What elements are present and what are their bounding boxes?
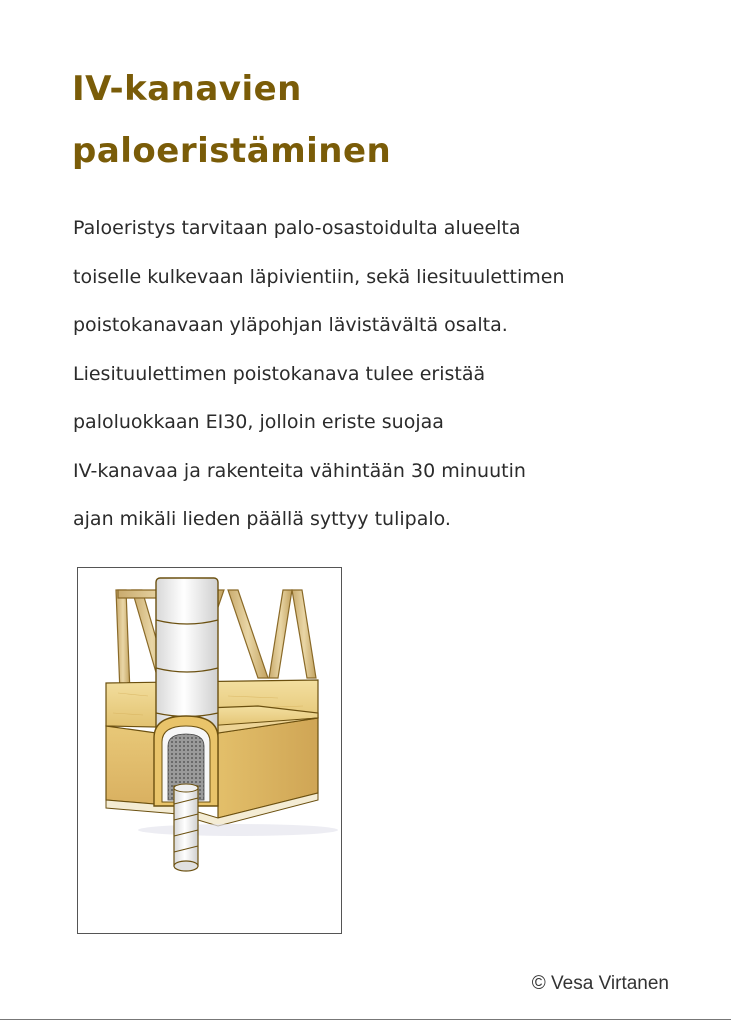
body-paragraph (73, 204, 693, 544)
title-line-1: IV-kanavien (72, 69, 302, 109)
title-line-2: paloeristäminen (72, 131, 392, 171)
copyright-text: © Vesa Virtanen (531, 973, 669, 994)
page-title (72, 58, 391, 182)
body-line-6: IV-kanavaa ja rakenteita vähintään 30 minuutin (73, 459, 526, 482)
body-line-3: poistokanavaan yläpohjan lävistävältä osalta. (73, 314, 508, 336)
body-line-7: ajan mikäli lieden päällä syttyy tulipalo. (73, 508, 451, 530)
body-line-5: paloluokkaan EI30, jolloin eriste suojaa (73, 411, 444, 433)
duct-insulation-figure (77, 567, 342, 934)
body-line-4: Liesituulettimen poistokanava tulee eristää (73, 362, 486, 385)
page-bottom-divider (0, 1019, 731, 1020)
insulated-duct-illustration-icon (78, 568, 340, 932)
body-line-2: toiselle kulkevaan läpivientiin, sekä liesituulettimen (73, 265, 565, 288)
body-line-1: Paloeristys tarvitaan palo-osastoidulta alueelta (73, 217, 521, 239)
